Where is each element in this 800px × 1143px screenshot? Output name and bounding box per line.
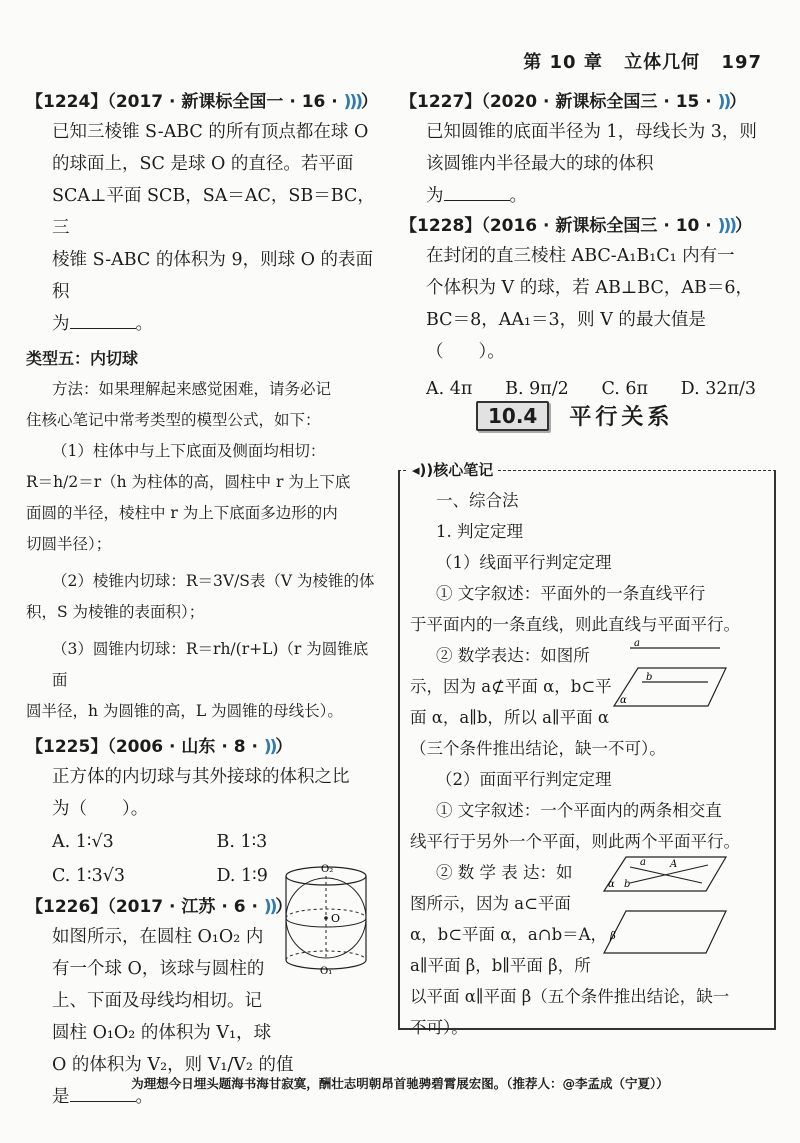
text-line: 已知三棱锥 S-ABC 的所有顶点都在球 O — [52, 122, 369, 142]
page-header — [509, 48, 762, 74]
problem-1224-body — [26, 116, 381, 340]
label-alpha: α — [608, 879, 615, 890]
difficulty-icon: )) — [717, 92, 730, 112]
option-c[interactable]: C. 6π — [601, 379, 648, 399]
speaker-icon: ◂)) — [412, 461, 434, 479]
text-line: O 的体积为 V₂，则 V₁/V₂ 的值 — [52, 1055, 294, 1075]
text-line: （1）线面平行判定定理 — [436, 553, 612, 572]
text-line: 切圆半径）； — [26, 535, 112, 553]
option-b[interactable]: B. 1∶3 — [216, 832, 268, 852]
text-line: 圆柱 O₁O₂ 的体积为 V₁，球 — [52, 1023, 272, 1043]
chapter-title: 立体几何 — [624, 52, 701, 73]
cylinder-sphere-figure — [276, 860, 376, 980]
right-column — [400, 88, 772, 406]
text-line: ① 文字叙述：一个平面内的两条相交直 — [436, 801, 722, 820]
text-line: 一、综合法 — [436, 491, 519, 510]
text-line: 面 α，a∥b，所以 a∥平面 α — [410, 708, 609, 727]
text-line: 住核心笔记中常考类型的模型公式，如下： — [26, 411, 321, 429]
text-line: 正方体的内切球与其外接球的体积之比 — [52, 767, 350, 787]
plane-plane-figure — [600, 853, 732, 963]
difficulty-icon: )) — [263, 737, 276, 757]
label-b: b — [624, 879, 631, 890]
text-line: 有一个球 O，该球与圆柱的 — [52, 959, 265, 979]
answer-blank — [444, 186, 510, 201]
problem-1228-body — [400, 240, 772, 368]
formula-line: （3）圆锥内切球：R＝rh/(r+L)（r 为圆锥底面 — [52, 640, 369, 689]
label-beta: β — [610, 931, 616, 942]
answer-blank — [70, 314, 136, 329]
label-o1: O₁ — [320, 966, 333, 977]
text-line: 面圆的半径，棱柱中 r 为上下底面多边形的内 — [26, 504, 338, 522]
label-a: a — [640, 857, 646, 868]
formula-line: R＝h/2＝r（h 为柱体的高，圆柱中 r 为上下底 — [26, 473, 351, 491]
label-A: A — [670, 859, 678, 870]
text-line: 在封闭的直三棱柱 ABC-A₁B₁C₁ 内有一 — [426, 246, 735, 266]
text-line: 为 。 — [52, 314, 153, 334]
text-line: BC＝8，AA₁＝3，则 V 的最大值是（ ）。 — [426, 310, 706, 362]
problem-1225-body — [26, 761, 381, 825]
text-line: 以平面 α∥平面 β（五个条件推出结论，缺一 — [410, 987, 730, 1006]
page-footer: 为理想今日埋头题海书海甘寂寞，酬壮志明朝昂首驰骋碧霄展宏图。（推荐人：@李孟成（宁夏）） — [131, 1076, 669, 1091]
option-a[interactable]: A. 4π — [426, 379, 473, 399]
problem-1228-tag: 【1228】（2016 · 新课标全国三 · 10 · )))） — [400, 216, 752, 236]
label-alpha: α — [620, 695, 627, 706]
section-name: 平行关系 — [569, 405, 674, 430]
text-line: 为（ ）。 — [52, 799, 149, 819]
option-a[interactable]: A. 1∶√3 — [52, 832, 114, 852]
text-line: ① 文字叙述：平面外的一条直线平行 — [436, 584, 706, 603]
text-line: 棱锥 S-ABC 的体积为 9，则球 O 的表面积 — [52, 250, 374, 302]
text-line: 1. 判定定理 — [436, 522, 523, 541]
problem-1227-tag: 【1227】（2020 · 新课标全国三 · 15 · ))） — [400, 92, 747, 112]
problem-1227-body — [400, 116, 772, 212]
text-line: a∥平面 β，b∥平面 β，所 — [410, 956, 591, 975]
text-line: 的球面上，SC 是球 O 的直径。若平面 — [52, 154, 354, 174]
core-notes-title: ◂))核心笔记 — [408, 459, 497, 480]
difficulty-icon: ))) — [343, 92, 361, 112]
method-block — [26, 374, 381, 727]
text-line: 图所示，因为 a⊂平面 — [410, 894, 571, 913]
text-line: （1）柱体中与上下底面及侧面均相切： — [52, 442, 326, 460]
chapter-number: 第 10 章 — [523, 52, 603, 73]
text-line: 已知圆锥的底面半径为 1，母线长为 3，则 — [426, 122, 757, 142]
text-line: ② 数学表达：如图所 — [436, 646, 590, 665]
problem-1225-tag: 【1225】（2006 · 山东 · 8 · ))） — [26, 737, 293, 757]
label-b: b — [646, 672, 653, 683]
text-line: 上、下面及母线均相切。记 — [52, 991, 262, 1011]
problem-1224-tag: 【1224】（2017 · 新课标全国一 · 16 · )))） — [26, 92, 378, 112]
difficulty-icon: )) — [263, 897, 276, 917]
text-line: α，b⊂平面 α，a∩b＝A， — [410, 925, 608, 944]
text-line: 示，因为 a⊄平面 α，b⊂平 — [410, 677, 612, 696]
page-number: 197 — [721, 52, 762, 73]
text-line: SCA⊥平面 SCB，SA＝AC，SB＝BC，三 — [52, 186, 375, 238]
line-plane-figure — [610, 640, 730, 712]
type-heading: 类型五：内切球 — [26, 349, 139, 368]
option-d[interactable]: D. 1∶9 — [216, 866, 268, 886]
text-line: 个体积为 V 的球，若 AB⊥BC，AB＝6， — [426, 278, 753, 298]
label-o2: O₂ — [321, 864, 334, 875]
text-line: （2）面面平行判定定理 — [436, 770, 612, 789]
text-line: 是 。 — [52, 1087, 153, 1107]
text-line: 于平面内的一条直线，则此直线与平面平行。 — [410, 615, 740, 634]
text-line: 线平行于另外一个平面，则此两个平面平行。 — [410, 832, 740, 851]
difficulty-icon: ))) — [717, 216, 735, 236]
option-c[interactable]: C. 1∶3√3 — [52, 866, 125, 886]
text-line: ② 数 学 表 达：如 — [436, 863, 573, 882]
text-line: 圆半径，h 为圆锥的高，L 为圆锥的母线长）。 — [26, 702, 343, 720]
text-line: 不可）。 — [410, 1018, 468, 1037]
section-heading — [476, 400, 673, 431]
text-line: 方法：如果理解起来感觉困难，请务必记 — [52, 380, 332, 398]
formula-line: （2）棱锥内切球：R＝3V/S表（V 为棱锥的体 — [52, 572, 375, 590]
text-line: 为 。 — [426, 186, 527, 206]
label-a: a — [634, 640, 640, 649]
section-number: 10.4 — [476, 401, 549, 431]
option-d[interactable]: D. 32π/3 — [680, 379, 756, 399]
label-o: O — [331, 912, 341, 925]
option-b[interactable]: B. 9π/2 — [505, 379, 569, 399]
text-line: （三个条件推出结论，缺一不可）。 — [410, 739, 666, 758]
text-line: 如图所示，在圆柱 O₁O₂ 内 — [52, 927, 264, 947]
problem-1226-tag: 【1226】（2017 · 江苏 · 6 · ))） — [26, 897, 293, 917]
text-line: 该圆锥内半径最大的球的体积 — [426, 154, 654, 174]
text-line: 积，S 为棱锥的表面积）； — [26, 603, 205, 621]
